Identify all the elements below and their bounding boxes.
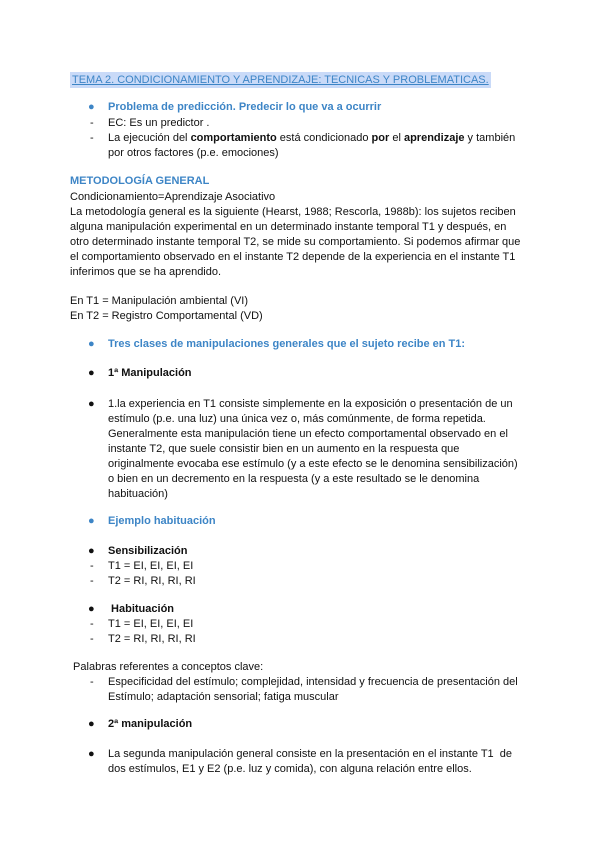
dash-icon: - [90, 132, 94, 144]
dash-icon: - [90, 618, 94, 630]
methodology-heading: METODOLOGÍA GENERAL [70, 175, 210, 187]
dash-icon: - [90, 575, 94, 587]
methodology-subtitle: Condicionamiento=Aprendizaje Asociativo [70, 191, 276, 203]
dash-icon: - [90, 560, 94, 572]
sensitization-t1: T1 = EI, EI, EI, EI [108, 560, 194, 572]
keywords-line: Estímulo; adaptación sensorial; fatiga muscular [108, 691, 339, 703]
first-manipulation-line: instante T2, que suele consistir bien en un aumento en la respuesta que [108, 443, 460, 455]
first-manipulation-line: habituación) [108, 488, 168, 500]
document-title: TEMA 2. CONDICIONAMIENTO Y APRENDIZAJE: TECNICAS Y PROBLEMATICAS. [72, 74, 489, 86]
t2-definition: En T2 = Registro Comportamental (VD) [70, 310, 263, 322]
methodology-line: otro determinado instante temporal T2, se mide su comportamiento. Si podemos afirmar que [70, 236, 521, 248]
habituation-heading: Habituación [108, 603, 175, 615]
first-manipulation-line: 1.la experiencia en T1 consiste simplemente en la exposición o presentación de un [108, 398, 513, 410]
bullet-icon: ● [88, 603, 95, 615]
example-heading: Ejemplo habituación [108, 515, 216, 527]
second-manipulation-line: La segunda manipulación general consiste en la presentación en el instante T1 de [108, 748, 513, 760]
first-manipulation-heading: 1ª Manipulación [108, 367, 192, 379]
keywords-line: Especificidad del estímulo; complejidad, intensidad y frecuencia de presentación del [108, 676, 518, 688]
methodology-line: alguna manipulación experimental en un determinado instante temporal T1 y después, en [70, 221, 507, 233]
methodology-line: el comportamiento observado en el instante T2 depende de la experiencia en el instante T1 [70, 251, 516, 263]
second-manipulation-heading: 2ª manipulación [108, 718, 193, 730]
habituation-t2: T2 = RI, RI, RI, RI [108, 633, 196, 645]
behavior-item-cont: por otros factores (p.e. emociones) [108, 147, 279, 159]
first-manipulation-line: originalmente evocaba ese estímulo (y a este efecto se le denomina sensibilización) [108, 458, 518, 470]
bullet-icon: ● [88, 515, 95, 527]
methodology-line: inferimos que se ha aprendido. [70, 266, 222, 278]
three-classes-heading: Tres clases de manipulaciones generales que el sujeto recibe en T1: [108, 338, 466, 350]
bullet-icon: ● [88, 367, 95, 379]
bullet-icon: ● [88, 718, 95, 730]
prediction-heading: Problema de predicción. Predecir lo que va a ocurrir [108, 101, 382, 113]
behavior-item: La ejecución del comportamiento está condicionado por el aprendizaje y también [108, 132, 516, 144]
second-manipulation-line: dos estímulos, E1 y E2 (p.e. luz y comida), con alguna relación entre ellos. [108, 763, 472, 775]
sensitization-heading: Sensibilización [108, 545, 188, 557]
habituation-t1: T1 = EI, EI, EI, EI [108, 618, 194, 630]
keywords-heading: Palabras referentes a conceptos clave: [70, 661, 264, 673]
bullet-icon: ● [88, 748, 95, 760]
first-manipulation-line: Generalmente esta manipulación tiene un efecto comportamental observado en el [108, 428, 508, 440]
bullet-icon: ● [88, 398, 95, 410]
predictor-item: EC: Es un predictor . [108, 117, 210, 129]
bullet-icon: ● [88, 338, 95, 350]
dash-icon: - [90, 633, 94, 645]
t1-definition: En T1 = Manipulación ambiental (VI) [70, 295, 249, 307]
dash-icon: - [90, 117, 94, 129]
bullet-icon: ● [88, 101, 95, 113]
sensitization-t2: T2 = RI, RI, RI, RI [108, 575, 196, 587]
first-manipulation-line: o bien en un decremento en la respuesta (y a este resultado se le denomina [108, 473, 480, 485]
dash-icon: - [90, 676, 94, 688]
methodology-line: La metodología general es la siguiente (Hearst, 1988; Rescorla, 1988b): los sujetos reciben [70, 206, 516, 218]
bullet-icon: ● [88, 545, 95, 557]
first-manipulation-line: estímulo (p.e. una luz) una única vez o, más comúnmente, de forma repetida. [108, 413, 486, 425]
